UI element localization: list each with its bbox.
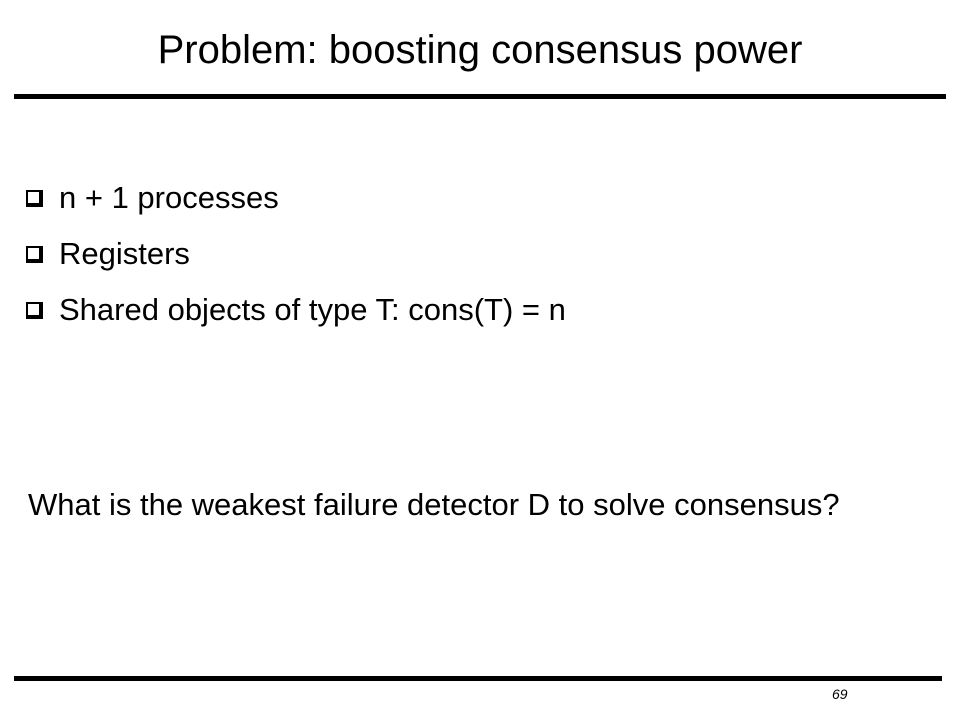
bullet-list	[26, 170, 566, 338]
bullet-item	[26, 226, 566, 282]
square-bullet-icon	[26, 246, 43, 263]
square-bullet-icon	[26, 190, 43, 207]
question-text: What is the weakest failure detector D to solve consensus?	[28, 487, 840, 522]
bullet-item	[26, 170, 566, 226]
title-divider	[14, 94, 946, 99]
bullet-text: Shared objects of type T: cons(T) = n	[59, 292, 566, 327]
bullet-item	[26, 282, 566, 338]
square-bullet-icon	[26, 302, 43, 319]
bullet-text: n + 1 processes	[59, 180, 279, 215]
slide-title: Problem: boosting consensus power	[157, 28, 803, 72]
bullet-text: Registers	[59, 236, 190, 271]
footer-divider	[14, 676, 942, 681]
page-number: 69	[832, 686, 848, 702]
